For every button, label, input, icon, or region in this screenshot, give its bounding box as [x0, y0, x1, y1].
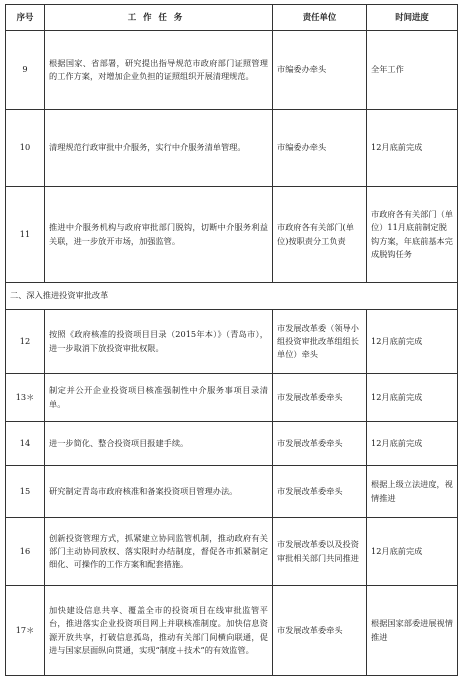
row-task: 加快建设信息共享、覆盖全市的投资项目在线审批监管平台，推进落实企业投资项目网上并联核准制度。加快信息资源开放共享，打破信息孤岛，推动有关部门间横向联通，促进与国家层面纵向贯通，实现“制度＋技术”的有效监管。	[45, 586, 273, 676]
row-time: 12月底前完成	[367, 110, 458, 187]
row-time: 12月底前完成	[367, 310, 458, 374]
table-row	[6, 586, 458, 676]
row-time: 根据国家部委进展视情推进	[367, 586, 458, 676]
header-task: 工作任务	[45, 5, 273, 31]
row-unit: 市发展改革委（领导小组投资审批改革组组长单位）牵头	[273, 310, 367, 374]
row-time: 12月底前完成	[367, 518, 458, 586]
row-seq: 15	[6, 466, 45, 518]
row-task: 推进中介服务机构与政府审批部门脱钩，切断中介服务利益关联，进一步放开市场，加强监管。	[45, 187, 273, 283]
row-unit: 市编委办牵头	[273, 110, 367, 187]
row-time: 12月底前完成	[367, 422, 458, 466]
section-heading-row	[6, 283, 458, 310]
table-row	[6, 31, 458, 110]
row-task: 按照《政府核准的投资项目目录（2015年本）》（青岛市），进一步取消下放投资审批权限。	[45, 310, 273, 374]
row-unit: 市政府各有关部门(单位)按职责分工负责	[273, 187, 367, 283]
header-seq: 序号	[6, 5, 45, 31]
row-task: 进一步简化、整合投资项目报建手续。	[45, 422, 273, 466]
row-task: 创新投资管理方式，抓紧建立协同监管机制，推动政府有关部门主动协同放权、落实限时办结制度，督促各市抓紧制定细化、可操作的工作方案和配套措施。	[45, 518, 273, 586]
row-unit: 市发展改革委以及投资审批相关部门共同推进	[273, 518, 367, 586]
row-time: 根据上级立法进度，视情推进	[367, 466, 458, 518]
table-row	[6, 374, 458, 422]
row-seq: 12	[6, 310, 45, 374]
row-seq: 11	[6, 187, 45, 283]
row-task: 根据国家、省部署，研究提出指导规范市政府部门证照管理的工作方案，对增加企业负担的证照组织开展清理规范。	[45, 31, 273, 110]
row-seq: 14	[6, 422, 45, 466]
row-unit: 市发展改革委牵头	[273, 586, 367, 676]
row-unit: 市编委办牵头	[273, 31, 367, 110]
row-unit: 市发展改革委牵头	[273, 374, 367, 422]
row-unit: 市发展改革委牵头	[273, 422, 367, 466]
table-row	[6, 110, 458, 187]
row-time: 市政府各有关部门（单位）11月底前制定脱钩方案，年底前基本完成脱钩任务	[367, 187, 458, 283]
task-table	[5, 4, 458, 676]
table-row	[6, 466, 458, 518]
row-time: 全年工作	[367, 31, 458, 110]
row-task: 清理规范行政审批中介服务，实行中介服务清单管理。	[45, 110, 273, 187]
section-heading: 二、深入推进投资审批改革	[6, 283, 458, 310]
table-row	[6, 518, 458, 586]
row-time: 12月底前完成	[367, 374, 458, 422]
row-seq: 10	[6, 110, 45, 187]
row-unit: 市发展改革委牵头	[273, 466, 367, 518]
table-header-row	[6, 5, 458, 31]
table-row	[6, 422, 458, 466]
table-row	[6, 310, 458, 374]
row-task: 制定并公开企业投资项目核准强制性中介服务事项目录清单。	[45, 374, 273, 422]
row-seq: 17＊	[6, 586, 45, 676]
document-page	[5, 4, 457, 676]
row-seq: 9	[6, 31, 45, 110]
table-row	[6, 187, 458, 283]
row-seq: 13＊	[6, 374, 45, 422]
header-unit: 责任单位	[273, 5, 367, 31]
row-seq: 16	[6, 518, 45, 586]
row-task: 研究制定青岛市政府核准和备案投资项目管理办法。	[45, 466, 273, 518]
header-time: 时间进度	[367, 5, 458, 31]
